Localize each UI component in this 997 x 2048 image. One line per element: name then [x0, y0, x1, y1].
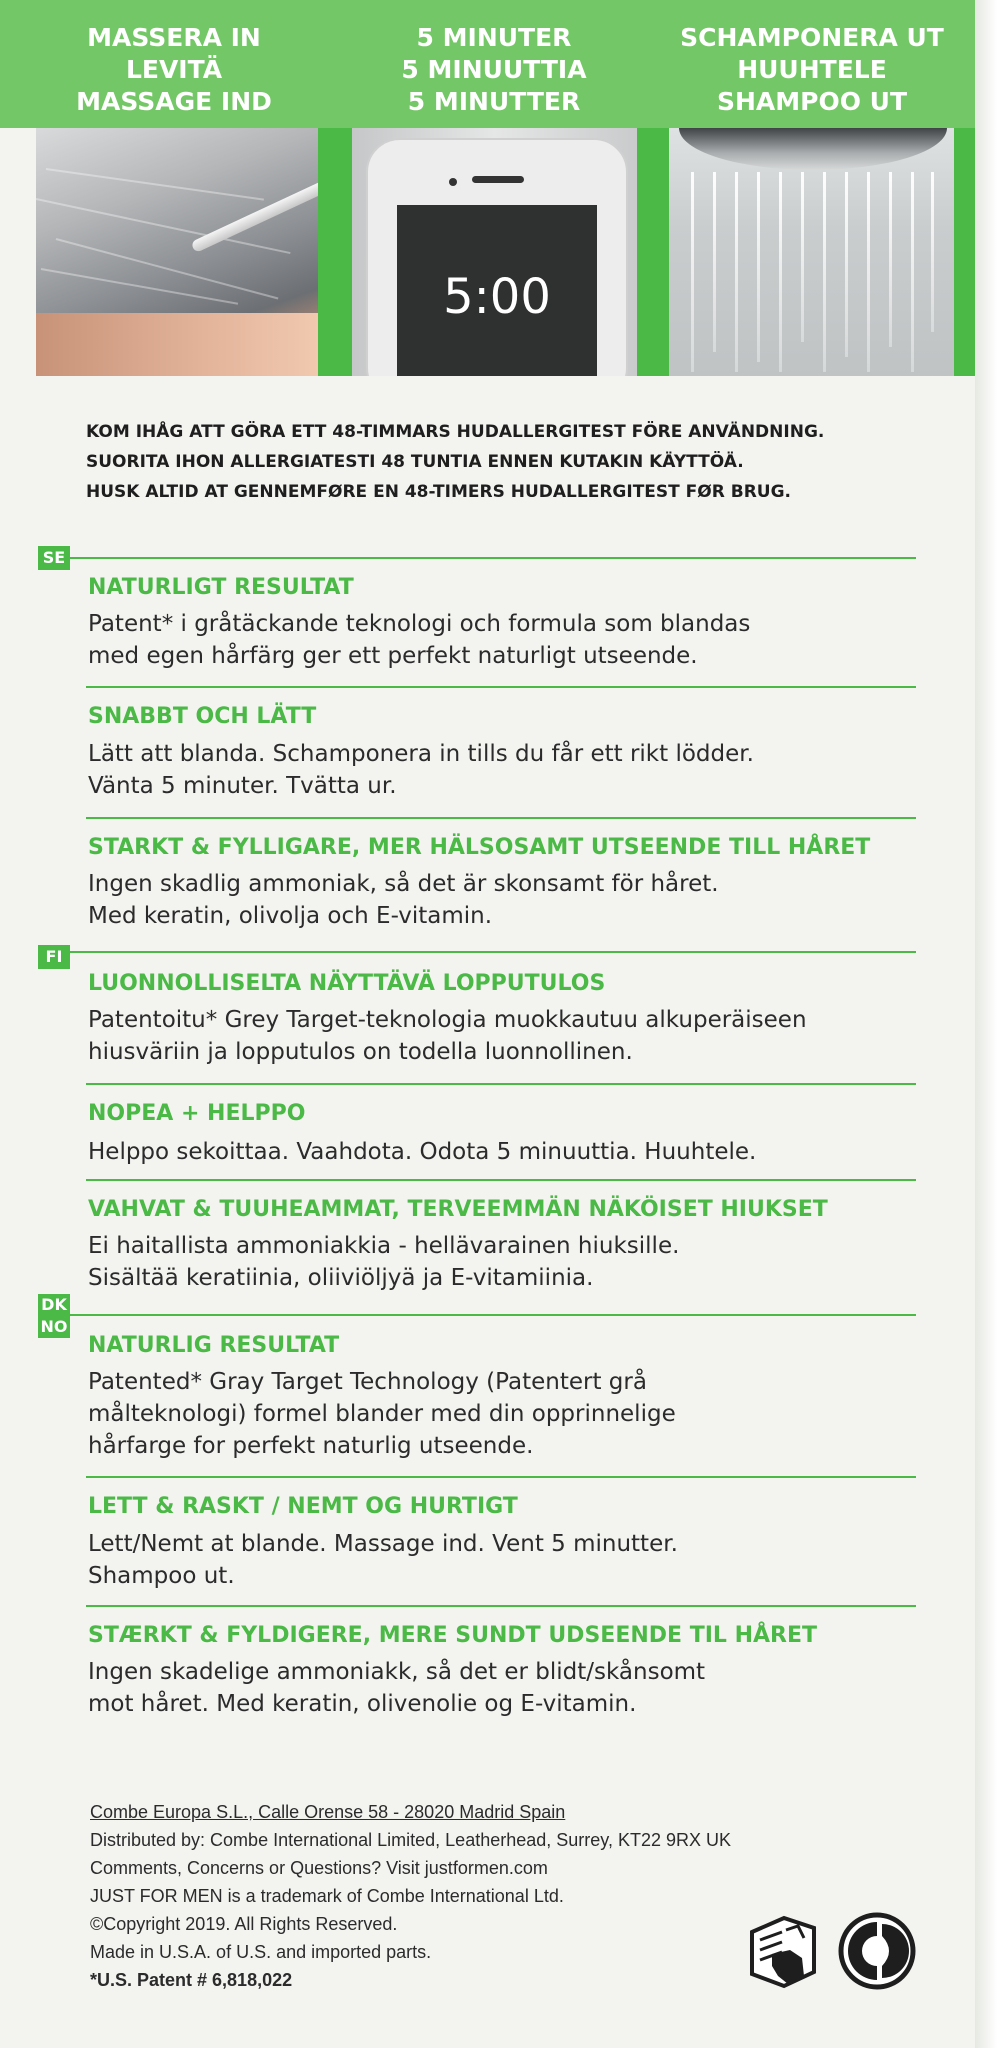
body-line: med egen hårfärg ger ett perfekt naturligt utseende. — [88, 643, 698, 669]
footer-address: Combe Europa S.L., Calle Orense 58 - 28020 Madrid Spain — [90, 1802, 566, 1822]
section-body — [88, 608, 948, 672]
allergy-warning — [86, 417, 936, 507]
body-line: mot håret. Med keratin, olivenolie og E-vitamin. — [88, 1691, 637, 1717]
section-heading: NATURLIG RESULTAT — [88, 1333, 340, 1358]
step-2-line-sv: 5 MINUTER — [416, 23, 572, 52]
step-3-line-sv: SCHAMPONERA UT — [680, 23, 944, 52]
body-line: Patented* Gray Target Technology (Patentert grå — [88, 1369, 647, 1395]
divider — [86, 1083, 916, 1085]
language-tag-dk-no — [38, 1294, 70, 1338]
step-1-title — [24, 22, 324, 118]
section-body — [88, 868, 948, 932]
shower-head-icon — [679, 128, 947, 170]
body-line: Ingen skadelige ammoniakk, så det er blidt/skånsomt — [88, 1659, 706, 1685]
divider — [86, 1605, 916, 1607]
warning-sv: KOM IHÅG ATT GÖRA ETT 48-TIMMARS HUDALLERGITEST FÖRE ANVÄNDNING. — [86, 422, 825, 442]
language-tag-fi: FI — [38, 945, 70, 969]
section-heading: NATURLIGT RESULTAT — [88, 575, 354, 600]
section-body — [88, 1528, 948, 1592]
hand-recycling-icon — [742, 1910, 824, 1992]
section-heading: STÆRKT & FYLDIGERE, MERE SUNDT UDSEENDE TIL HÅRET — [88, 1623, 817, 1648]
body-line: hiusväriin ja lopputulos on todella luonnollinen. — [88, 1039, 633, 1065]
divider — [86, 557, 916, 559]
language-tag-no: NO — [40, 1317, 68, 1336]
section-heading: LUONNOLLISELTA NÄYTTÄVÄ LOPPUTULOS — [88, 971, 606, 996]
divider — [86, 817, 916, 819]
step-1-line-dk: MASSAGE IND — [76, 87, 272, 116]
footer-distributor: Distributed by: Combe International Limited, Leatherhead, Surrey, KT22 9RX UK — [90, 1830, 731, 1850]
divider — [70, 557, 86, 559]
warning-dk: HUSK ALTID AT GENNEMFØRE EN 48-TIMERS HUDALLERGITEST FØR BRUG. — [86, 482, 792, 502]
box-edge — [975, 0, 997, 2048]
footer-trademark: JUST FOR MEN is a trademark of Combe International Ltd. — [90, 1886, 564, 1906]
hair-brush-photo — [36, 128, 318, 376]
section-body — [88, 1656, 948, 1720]
footer-contact: Comments, Concerns or Questions? Visit justformen.com — [90, 1858, 548, 1878]
step-2-title — [344, 22, 644, 118]
warning-fi: SUORITA IHON ALLERGIATESTI 48 TUNTIA ENNEN KUTAKIN KÄYTTÖÄ. — [86, 452, 744, 472]
section-heading: NOPEA + HELPPO — [88, 1101, 306, 1126]
divider — [86, 1314, 916, 1316]
body-line: Lett/Nemt at blande. Massage ind. Vent 5 minutter. — [88, 1531, 678, 1557]
body-line: Ingen skadlig ammoniak, så det är skonsamt för håret. — [88, 871, 719, 897]
section-heading: VAHVAT & TUUHEAMMAT, TERVEEMMÄN NÄKÖISET HIUKSET — [88, 1197, 828, 1222]
camera-dot — [449, 178, 457, 186]
footer-origin: Made in U.S.A. of U.S. and imported parts. — [90, 1942, 432, 1962]
divider — [70, 1314, 86, 1316]
instructions-header — [0, 0, 975, 128]
divider — [86, 686, 916, 688]
body-line: Patent* i gråtäckande teknologi och formula som blandas — [88, 611, 751, 637]
body-line: hårfarge for perfekt naturlig utseende. — [88, 1433, 534, 1459]
body-line: Sisältää keratiinia, oliiviöljyä ja E-vitamiinia. — [88, 1265, 594, 1291]
body-line: Shampoo ut. — [88, 1563, 235, 1589]
body-line: Vänta 5 minuter. Tvätta ur. — [88, 773, 397, 799]
body-line: målteknologi) formel blander med din opprinnelige — [88, 1401, 676, 1427]
photo-divider — [318, 128, 352, 376]
step-3-line-dk: SHAMPOO UT — [716, 87, 908, 116]
footer-copyright: ©Copyright 2019. All Rights Reserved. — [90, 1914, 398, 1934]
photo-divider — [637, 128, 669, 376]
section-body — [88, 1230, 948, 1294]
language-tag-dk: DK — [41, 1295, 67, 1314]
section-heading: SNABBT OCH LÄTT — [88, 704, 317, 729]
divider — [86, 1476, 916, 1478]
phone-timer-photo — [352, 128, 637, 376]
shower-photo — [669, 128, 954, 376]
step-2-line-dk: 5 MINUTTER — [407, 87, 581, 116]
section-heading: LETT & RASKT / NEMT OG HURTIGT — [88, 1494, 518, 1519]
section-body — [88, 1004, 948, 1068]
section-heading: STARKT & FYLLIGARE, MER HÄLSOSAMT UTSEENDE TILL HÅRET — [88, 835, 871, 860]
step-3-title — [662, 22, 962, 118]
step-1-line-sv: MASSERA IN — [87, 23, 261, 52]
body-line: Ei haitallista ammoniakkia - hellävarainen hiuksille. — [88, 1233, 680, 1259]
step-2-line-fi: 5 MINUUTTIA — [401, 55, 587, 84]
footer-patent: *U.S. Patent # 6,818,022 — [90, 1970, 293, 1990]
section-body — [88, 738, 948, 802]
phone-screen — [397, 205, 597, 376]
body-line: Med keratin, olivolja och E-vitamin. — [88, 903, 493, 929]
step-3-line-fi: HUUHTELE — [737, 55, 887, 84]
phone-icon — [366, 138, 628, 376]
section-body — [88, 1366, 948, 1462]
speaker-slot — [472, 176, 524, 183]
body-line: Lätt att blanda. Schamponera in tills du får ett rikt lödder. — [88, 741, 754, 767]
body-line: Patentoitu* Grey Target-teknologia muokkautuu alkuperäiseen — [88, 1007, 807, 1033]
divider — [86, 951, 916, 953]
photo-divider — [954, 128, 975, 376]
divider — [70, 951, 86, 953]
section-body — [88, 1136, 948, 1168]
language-tag-se: SE — [38, 546, 70, 570]
timer-text: 5:00 — [443, 269, 551, 325]
divider — [86, 1179, 916, 1181]
body-line: Helppo sekoittaa. Vaahdota. Odota 5 minuuttia. Huuhtele. — [88, 1139, 757, 1165]
step-1-line-fi: LEVITÄ — [125, 55, 223, 84]
forehead — [36, 313, 318, 376]
green-dot-icon — [836, 1910, 918, 1992]
